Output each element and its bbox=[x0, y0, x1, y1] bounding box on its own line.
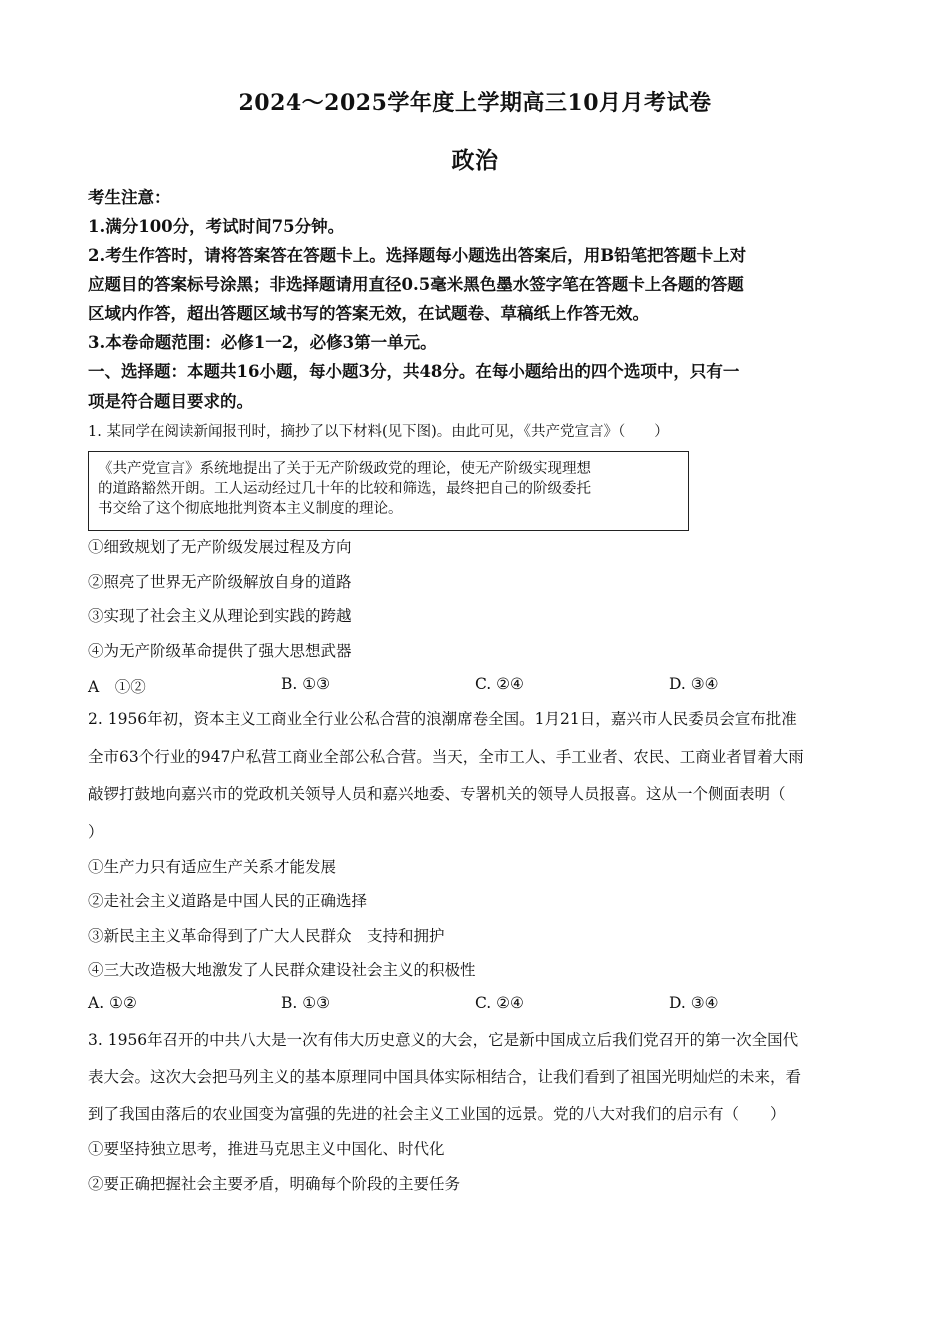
section-heading: 一、选择题：本题共16小题，每小题3分，共48分。在每小题给出的四个选项中，只有一 bbox=[88, 362, 740, 381]
material-line: 《共产党宣言》系统地提出了关于无产阶级政党的理论，使无产阶级实现理想 bbox=[98, 461, 591, 477]
question-1-item: ③实现了社会主义从理论到实践的跨越 bbox=[88, 607, 352, 625]
question-3-item: ①要坚持独立思考，推进马克思主义中国化、时代化 bbox=[88, 1140, 445, 1158]
subject-title: 政治 bbox=[451, 147, 499, 174]
question-1-item: ④为无产阶级革命提供了强大思想武器 bbox=[88, 642, 352, 660]
question-2-stem: 2. 1956年初，资本主义工商业全行业公私合营的浪潮席卷全国。1月21日，嘉兴市人民委员会宣布批准 bbox=[88, 710, 797, 728]
section-heading: 项是符合题目要求的。 bbox=[88, 392, 253, 411]
question-1-option-d: D. ③④ bbox=[669, 675, 719, 693]
question-1-stem: 1. 某同学在阅读新闻报刊时，摘抄了以下材料(见下图)。由此可见，《共产党宣言》（ ） bbox=[88, 424, 669, 440]
question-3-stem: 表大会。这次大会把马列主义的基本原理同中国具体实际相结合，让我们看到了祖国光明灿烂的未来，看 bbox=[88, 1068, 802, 1086]
question-2-stem: 敲锣打鼓地向嘉兴市的党政机关领导人员和嘉兴地委、专署机关的领导人员报喜。这从一个侧面表明（ bbox=[88, 785, 786, 803]
notice-line: 应题目的答案标号涂黑；非选择题请用直径0.5毫米黑色墨水签字笔在答题卡上各题的答题 bbox=[88, 275, 744, 294]
question-2-option-c: C. ②④ bbox=[475, 994, 524, 1012]
question-1-option-c: C. ②④ bbox=[475, 675, 524, 693]
question-2-item: ①生产力只有适应生产关系才能发展 bbox=[88, 858, 337, 876]
question-1-option-b: B. ①③ bbox=[281, 675, 331, 693]
exam-title: 2024～2025学年度上学期高三10月月考试卷 bbox=[238, 90, 712, 116]
question-3-item: ②要正确把握社会主要矛盾，明确每个阶段的主要任务 bbox=[88, 1175, 461, 1193]
question-1-item: ①细致规划了无产阶级发展过程及方向 bbox=[88, 538, 352, 556]
notice-line: 3.本卷命题范围：必修1一2，必修3第一单元。 bbox=[88, 333, 437, 352]
question-2-option-a: A. ①② bbox=[88, 994, 137, 1012]
notice-line: 区域内作答，超出答题区域书写的答案无效，在试题卷、草稿纸上作答无效。 bbox=[88, 304, 649, 323]
question-1-item: ②照亮了世界无产阶级解放自身的道路 bbox=[88, 573, 352, 591]
question-2-item: ②走社会主义道路是中国人民的正确选择 bbox=[88, 892, 368, 910]
question-2-option-d: D. ③④ bbox=[669, 994, 719, 1012]
material-line: 的道路豁然开朗。工人运动经过几十年的比较和筛选，最终把自己的阶级委托 bbox=[98, 481, 591, 497]
question-3-stem: 到了我国由落后的农业国变为富强的先进的社会主义工业国的远景。党的八大对我们的启示有（ ） bbox=[88, 1105, 786, 1123]
question-2-item: ③新民主主义革命得到了广大人民群众 支持和拥护 bbox=[88, 927, 445, 945]
question-1-option-a: A ①② bbox=[88, 678, 146, 696]
notice-heading: 考生注意： bbox=[88, 188, 171, 207]
question-2-stem: ） bbox=[88, 823, 104, 841]
question-2-stem: 全市63个行业的947户私营工商业全部公私合营。当天，全市工人、手工业者、农民、工商业者冒着大雨 bbox=[88, 748, 804, 766]
question-2-option-b: B. ①③ bbox=[281, 994, 331, 1012]
question-3-stem: 3. 1956年召开的中共八大是一次有伟大历史意义的大会，它是新中国成立后我们党召开的第一次全国代 bbox=[88, 1031, 799, 1049]
notice-line: 2.考生作答时，请将答案答在答题卡上。选择题每小题选出答案后，用B铅笔把答题卡上对 bbox=[88, 246, 747, 265]
question-2-item: ④三大改造极大地激发了人民群众建设社会主义的积极性 bbox=[88, 961, 476, 979]
material-line: 书交给了这个彻底地批判资本主义制度的理论。 bbox=[98, 501, 403, 517]
notice-line: 1.满分100分，考试时间75分钟。 bbox=[88, 217, 345, 236]
